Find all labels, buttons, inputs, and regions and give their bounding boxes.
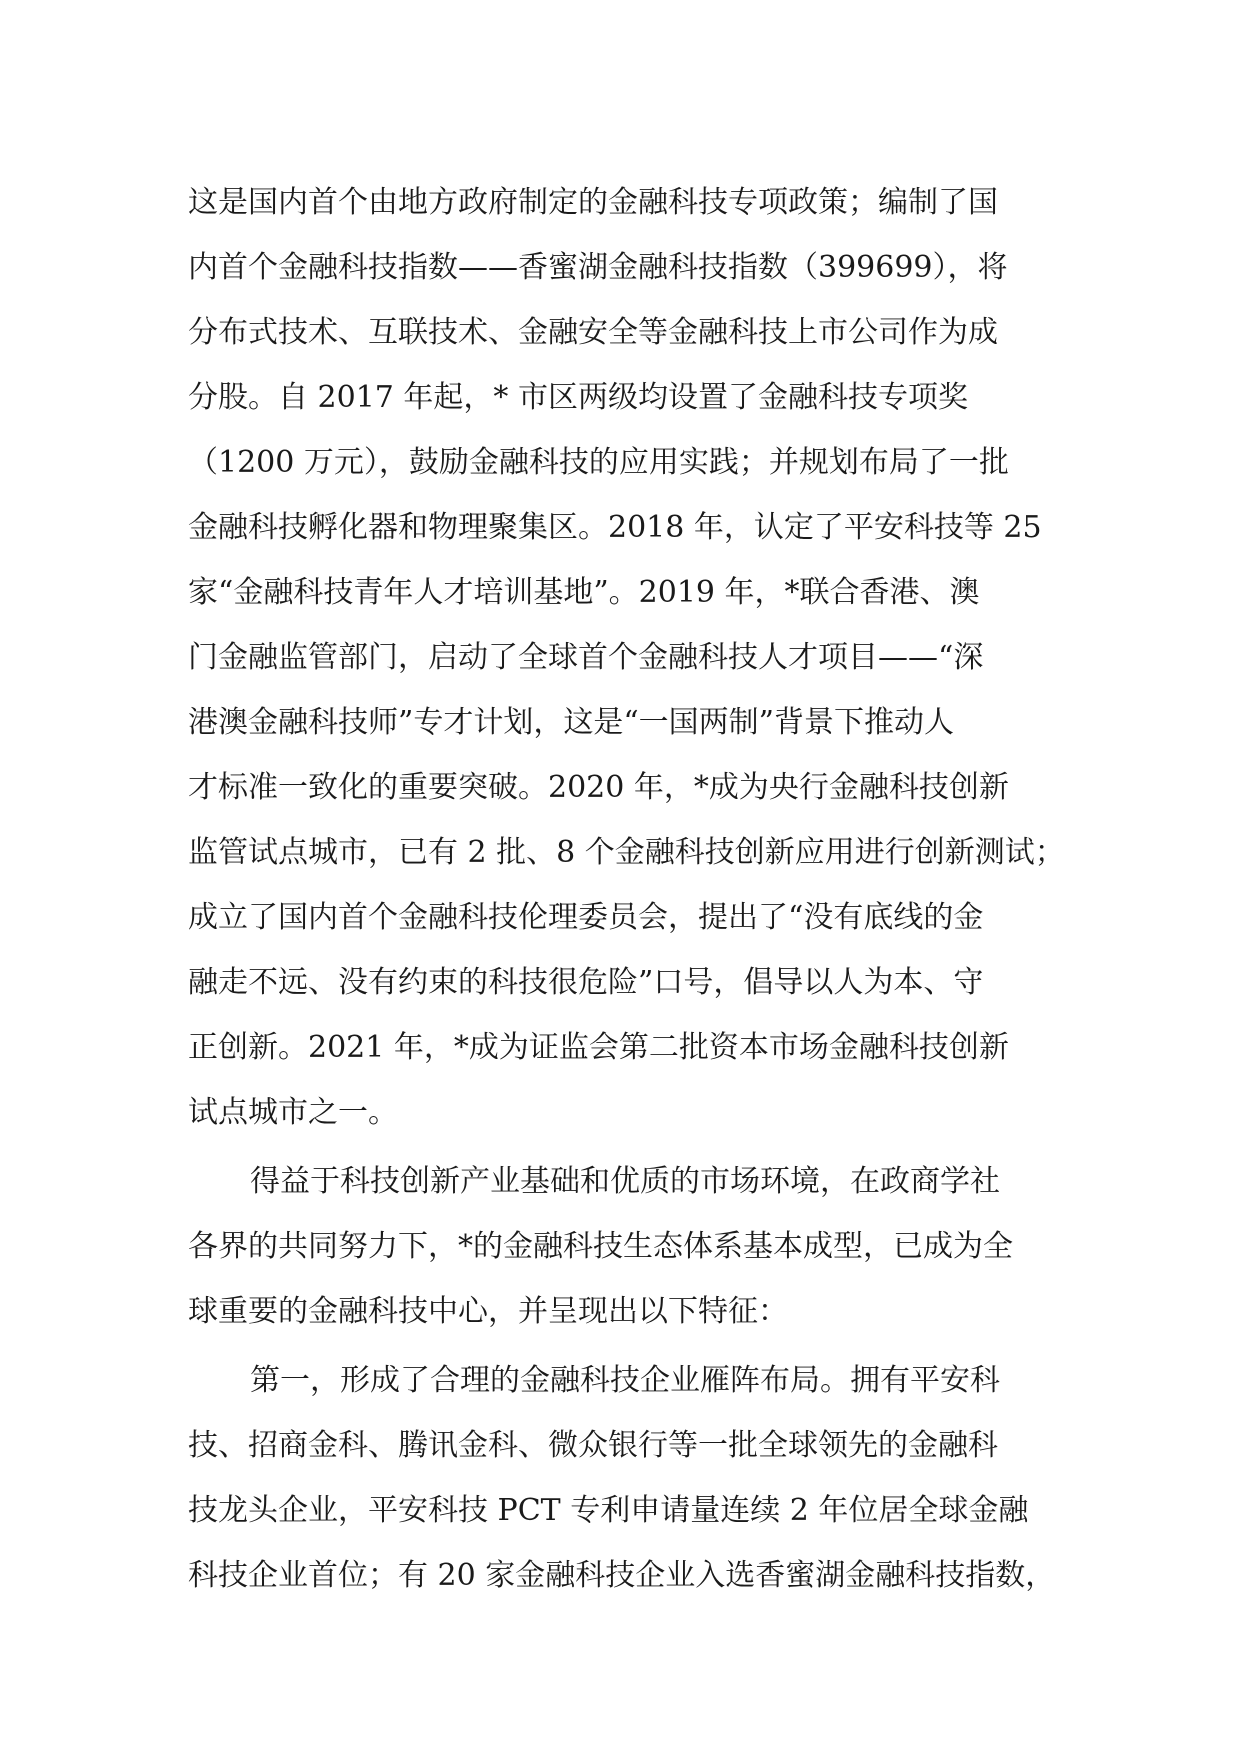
text-line: 家“金融科技青年人才培训基地”。2019 年，*联合香港、澳 — [188, 575, 980, 610]
text-line: （1200 万元），鼓励金融科技的应用实践；并规划布局了一批 — [188, 445, 1009, 480]
text-line: 才标准一致化的重要突破。2020 年，*成为央行金融科技创新 — [188, 770, 1009, 805]
text-line: 技龙头企业，平安科技 PCT 专利申请量连续 2 年位居全球金融 — [188, 1493, 1029, 1528]
text-line: 成立了国内首个金融科技伦理委员会，提出了“没有底线的金 — [188, 900, 984, 935]
paragraph-first-line: 得益于科技创新产业基础和优质的市场环境，在政商学社 — [250, 1164, 1000, 1199]
text-line: 正创新。2021 年，*成为证监会第二批资本市场金融科技创新 — [188, 1030, 1009, 1065]
paragraph-first-line: 第一，形成了合理的金融科技企业雁阵布局。拥有平安科 — [250, 1363, 1000, 1398]
document-body — [188, 170, 1068, 1608]
text-line: 分布式技术、互联技术、金融安全等金融科技上市公司作为成 — [188, 315, 998, 350]
text-line: 各界的共同努力下，*的金融科技生态体系基本成型，已成为全 — [188, 1229, 1013, 1264]
text-line: 分股。自 2017 年起，* 市区两级均设置了金融科技专项奖 — [188, 380, 968, 415]
text-line: 监管试点城市，已有 2 批、8 个金融科技创新应用进行创新测试； — [188, 835, 1065, 870]
text-line: 内首个金融科技指数——香蜜湖金融科技指数（399699），将 — [188, 250, 1008, 285]
text-line: 融走不远、没有约束的科技很危险”口号，倡导以人为本、守 — [188, 965, 984, 1000]
text-line: 金融科技孵化器和物理聚集区。2018 年，认定了平安科技等 25 — [188, 510, 1042, 545]
text-line: 试点城市之一。 — [188, 1095, 398, 1130]
text-line: 港澳金融科技师”专才计划，这是“一国两制”背景下推动人 — [188, 705, 955, 740]
text-line: 球重要的金融科技中心，并呈现出以下特征： — [188, 1294, 788, 1329]
text-line: 技、招商金科、腾讯金科、微众银行等一批全球领先的金融科 — [188, 1428, 998, 1463]
text-line: 这是国内首个由地方政府制定的金融科技专项政策；编制了国 — [188, 185, 998, 220]
text-line: 门金融监管部门，启动了全球首个金融科技人才项目——“深 — [188, 640, 984, 675]
text-line: 科技企业首位；有 20 家金融科技企业入选香蜜湖金融科技指数， — [188, 1558, 1056, 1593]
